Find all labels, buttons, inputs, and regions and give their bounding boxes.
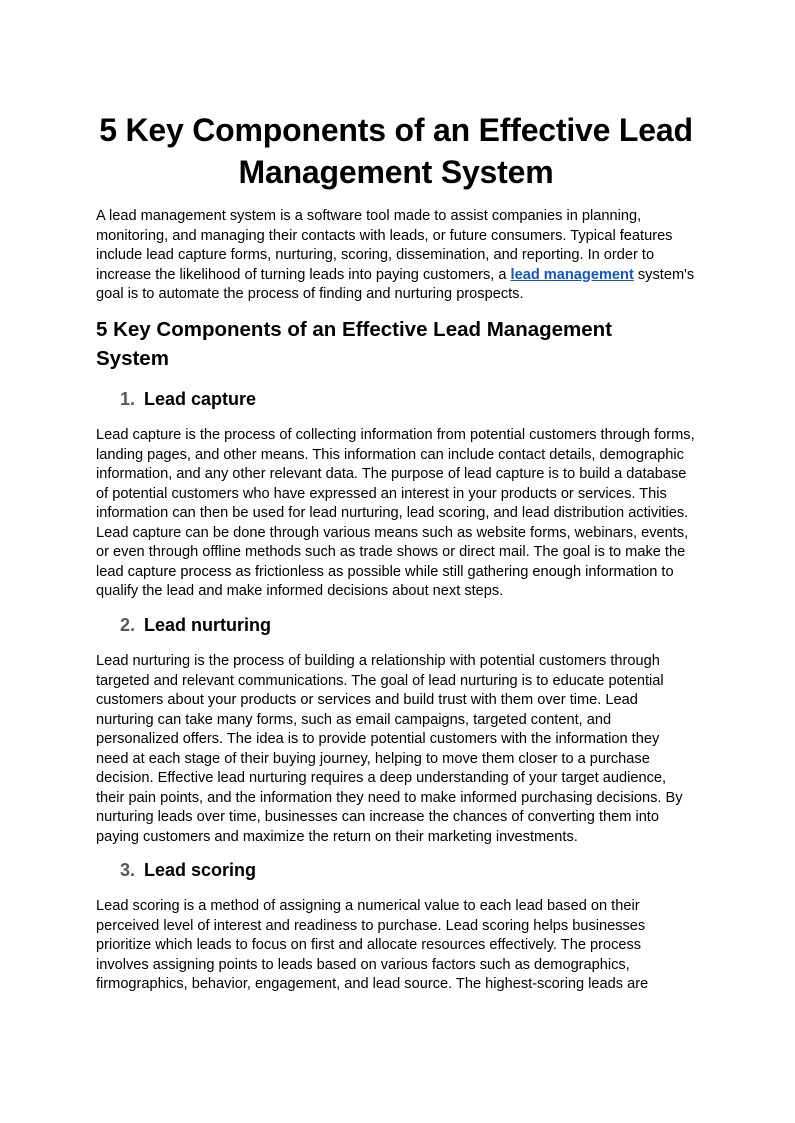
paragraph-line: paying customers and maximize the return on their marketing investments. xyxy=(96,828,578,845)
paragraph-line: lead capture process as frictionless as possible while still gathering enough information to xyxy=(96,563,674,580)
intro-line: include lead capture forms, nurturing, scoring, dissemination, and reporting. In order to xyxy=(96,247,655,263)
paragraph-line: landing pages, and other means. This information can include contact details, demographic xyxy=(96,446,684,463)
document-title xyxy=(96,109,696,193)
paragraph-line: personalized offers. The idea is to provide potential customers with the information they xyxy=(96,731,660,747)
list-item-title: Lead scoring xyxy=(144,860,257,880)
paragraph-line: their pain points, and the information they need to make informed purchasing decisions. By xyxy=(96,789,683,806)
intro-line: A lead management system is a software tool made to assist companies in planning, xyxy=(96,208,642,224)
list-number: 1. xyxy=(120,389,136,409)
paragraph-line: need at each stage of their buying journey, helping to move them closer to a purchase xyxy=(96,750,650,767)
section-heading-line-2: System xyxy=(96,346,169,370)
paragraph-line: Lead scoring is a method of assigning a numerical value to each lead based on their xyxy=(96,898,640,914)
paragraph-line: prioritize which leads to focus on first and allocate resources effectively. The process xyxy=(96,937,642,953)
intro-text: increase the likelihood of turning leads into paying customers, a xyxy=(96,266,511,283)
paragraph-line: nurturing leads over time, businesses can increase the chances of converting them into xyxy=(96,809,659,825)
list-item-title: Lead nurturing xyxy=(144,615,271,635)
paragraph-line: decision. Effective lead nurturing requires a deep understanding of your target audience, xyxy=(96,770,667,786)
list-item-title: Lead capture xyxy=(144,389,257,409)
paragraph-line: qualify the lead and make informed decisions about next steps. xyxy=(96,583,504,599)
list-number: 3. xyxy=(120,860,136,880)
paragraph-line: Lead capture is the process of collecting information from potential customers through forms, xyxy=(96,427,695,443)
intro-line: monitoring, and managing their contacts with leads, or future consumers. Typical features xyxy=(96,227,673,244)
lead-capture-paragraph xyxy=(96,426,695,602)
paragraph-line: or even through offline methods such as trade shows or direct mail. The goal is to make the xyxy=(96,544,686,560)
list-item-heading-lead-scoring xyxy=(120,859,256,881)
paragraph-line: information can then be used for lead nurturing, lead scoring, and lead distribution activities. xyxy=(96,505,689,521)
paragraph-line: nurturing can take many forms, such as email campaigns, targeted content, and xyxy=(96,711,612,728)
paragraph-line: targeted and relevant communications. The goal of lead nurturing is to educate potential xyxy=(96,672,664,689)
intro-line: goal is to automate the process of finding and nurturing prospects. xyxy=(96,286,524,302)
paragraph-line: of potential customers who have expressed an interest in your products or services. This xyxy=(96,485,667,502)
paragraph-line: information, and any other relevant data. The purpose of lead capture is to build a database xyxy=(96,466,687,482)
paragraph-line: customers about your products or services and build trust with them over time. Lead xyxy=(96,692,638,708)
lead-nurturing-paragraph xyxy=(96,652,683,847)
list-item-heading-lead-capture xyxy=(120,388,256,410)
section-heading xyxy=(96,316,612,373)
paragraph-line: Lead nurturing is the process of building a relationship with potential customers through xyxy=(96,653,660,669)
lead-management-link[interactable]: lead management xyxy=(510,266,634,283)
document-title-line-2: Management System xyxy=(238,154,554,190)
document-title-line-1: 5 Key Components of an Effective Lead xyxy=(99,112,693,148)
lead-scoring-paragraph xyxy=(96,897,648,995)
paragraph-line: involves assigning points to leads based on various factors such as demographics, xyxy=(96,956,630,973)
intro-paragraph xyxy=(96,207,694,305)
list-item-heading-lead-nurturing xyxy=(120,614,271,636)
list-number: 2. xyxy=(120,615,136,635)
intro-line-with-link xyxy=(96,266,694,286)
section-heading-line-1: 5 Key Components of an Effective Lead Management xyxy=(96,318,613,341)
paragraph-line: Lead capture can be done through various means such as website forms, webinars, events, xyxy=(96,524,689,541)
paragraph-line: perceived level of interest and readiness to purchase. Lead scoring helps businesses xyxy=(96,917,646,934)
paragraph-line: firmographics, behavior, engagement, and lead source. The highest-scoring leads are xyxy=(96,976,649,992)
intro-text: system's xyxy=(633,266,695,283)
